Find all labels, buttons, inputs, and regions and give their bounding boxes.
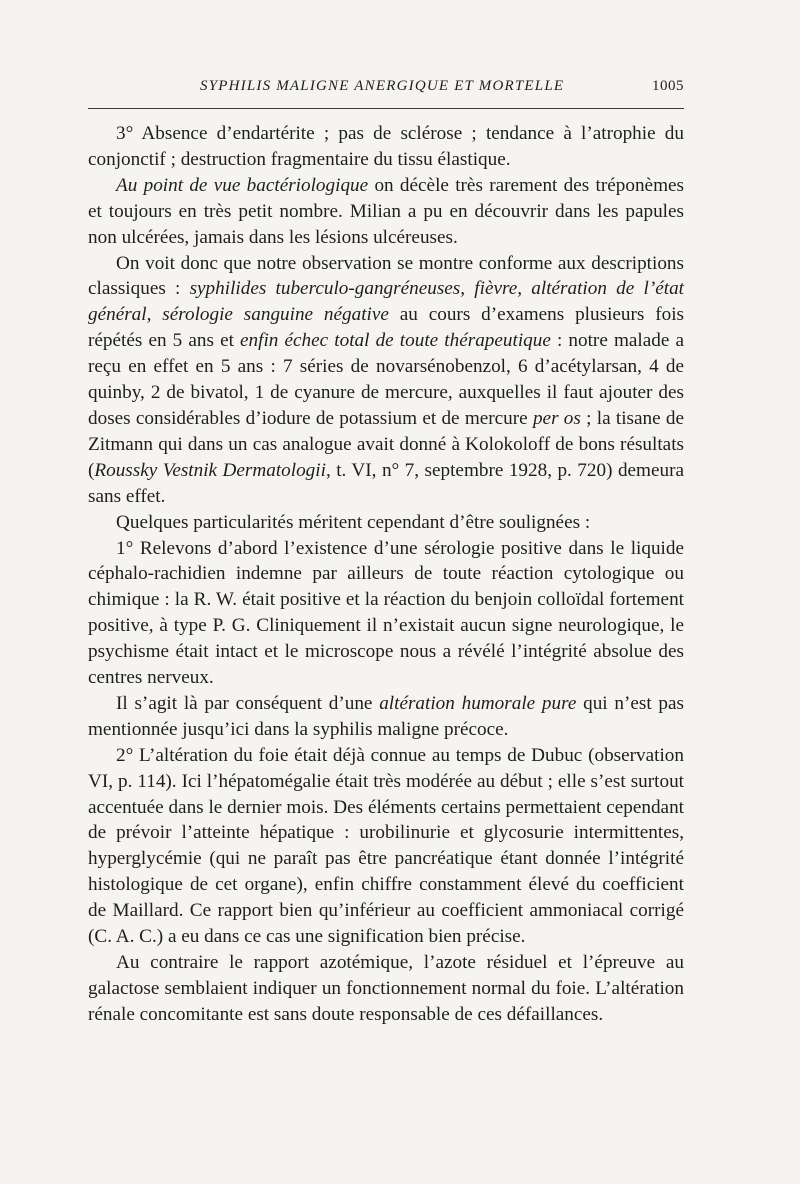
paragraph-5-text: 1° Relevons d’abord l’existence d’une sérologie positive dans le liquide céphalo-rachidien indemne par ailleurs de toute réaction cytologique ou chimique : la R. W. était positive et la réaction du benjoin colloïdal fortement positive, à type P. G. Cliniquement il n’existait aucun signe neurologique, le psychisme était intact et le microscope nous a révélé l’intégrité absolue des centres nerveux. <box>88 537 684 689</box>
paragraph-3-emphasis-3: per os <box>532 407 581 429</box>
paragraph-3-text-d: ; la tisane de Zitmann qui dans un cas analogue avait donné à Kolokoloff de bons résultats ( <box>88 407 684 481</box>
paragraph-4-text: Quelques particularités méritent cependant d’être soulignées : <box>116 511 591 533</box>
paragraph-3-emphasis-2: enfin échec total de toute thérapeutique <box>240 330 551 352</box>
paragraph-1-text: 3° Absence d’endartérite ; pas de sclérose ; tendance à l’atrophie du conjonctif ; destruction fragmentaire du tissu élastique. <box>88 123 684 170</box>
paragraph-3-text-e: , t. VI, n° 7, septembre 1928, p. 720) demeura sans effet. <box>88 459 684 507</box>
paragraph-3 <box>88 251 684 510</box>
paragraph-6-emphasis: altération humorale pure <box>379 692 577 714</box>
paragraph-7 <box>88 743 684 950</box>
paragraph-3-emphasis-1: syphilides tuberculo-gangréneuses, fièvre, altération de l’état général, sérologie sanguine négative <box>88 278 684 326</box>
paragraph-2-text: on décèle très rarement des tréponèmes et toujours en très petit nombre. Milian a pu en découvrir dans les papules non ulcérées, jamais dans les lésions ulcéreuses. <box>88 174 684 248</box>
paragraph-2 <box>88 173 684 251</box>
page-number: 1005 <box>652 78 684 94</box>
paragraph-8 <box>88 950 684 1028</box>
paragraph-6 <box>88 691 684 743</box>
paragraph-7-text: 2° L’altération du foie était déjà connue au temps de Dubuc (observation VI, p. 114). Ici l’hépatomégalie était très modérée au début ; elle s’est surtout accentuée dans le dernier mois. Des éléments certains permettaient cependant de prévoir l’atteinte hépatique : urobilinurie et glycosurie intermittentes, hyperglycémie (qui ne paraît pas être pancréatique étant donnée l’intégrité histologique de cet organe), enfin chiffre constamment élevé du coefficient de Maillard. Ce rapport bien qu’inférieur au coefficient ammoniacal corrigé (C. A. C.) a eu dans ce cas une signification bien précise. <box>88 744 684 948</box>
paragraph-3-text-c: : notre malade a reçu en effet en 5 ans : 7 séries de novarsénobenzol, 6 d’acétylarsan, 4 de quinby, 2 de bivatol, 1 de cyanure de mercure, auxquelles il faut ajouter des doses considérables d’iodure de potassium et de mercure <box>88 330 684 429</box>
paragraph-1 <box>88 121 684 173</box>
paragraph-3-emphasis-4: Roussky Vestnik Dermatologii <box>94 459 326 481</box>
body-text <box>88 121 684 1028</box>
paragraph-6-text-b: qui n’est pas mentionnée jusqu’ici dans la syphilis maligne précoce. <box>88 692 685 740</box>
paragraph-3-text-b: au cours d’examens plusieurs fois répétés en 5 ans et <box>88 304 684 352</box>
paragraph-6-text-a: Il s’agit là par conséquent d’une <box>116 692 380 714</box>
paragraph-3-text-a: On voit donc que notre observation se montre conforme aux descriptions classiques : <box>88 252 684 300</box>
paragraph-2-emphasis: Au point de vue bactériologique <box>116 174 369 196</box>
header-rule <box>88 108 684 109</box>
paragraph-8-text: Au contraire le rapport azotémique, l’azote résiduel et l’épreuve au galactose semblaient indiquer un fonctionnement normal du foie. L’altération rénale concomitante est sans doute responsable de ces défaillances. <box>88 952 684 1025</box>
running-head <box>88 78 684 102</box>
paragraph-4 <box>88 510 684 536</box>
running-title: SYPHILIS MALIGNE ANERGIQUE ET MORTELLE <box>200 78 565 94</box>
paragraph-5 <box>88 536 684 691</box>
